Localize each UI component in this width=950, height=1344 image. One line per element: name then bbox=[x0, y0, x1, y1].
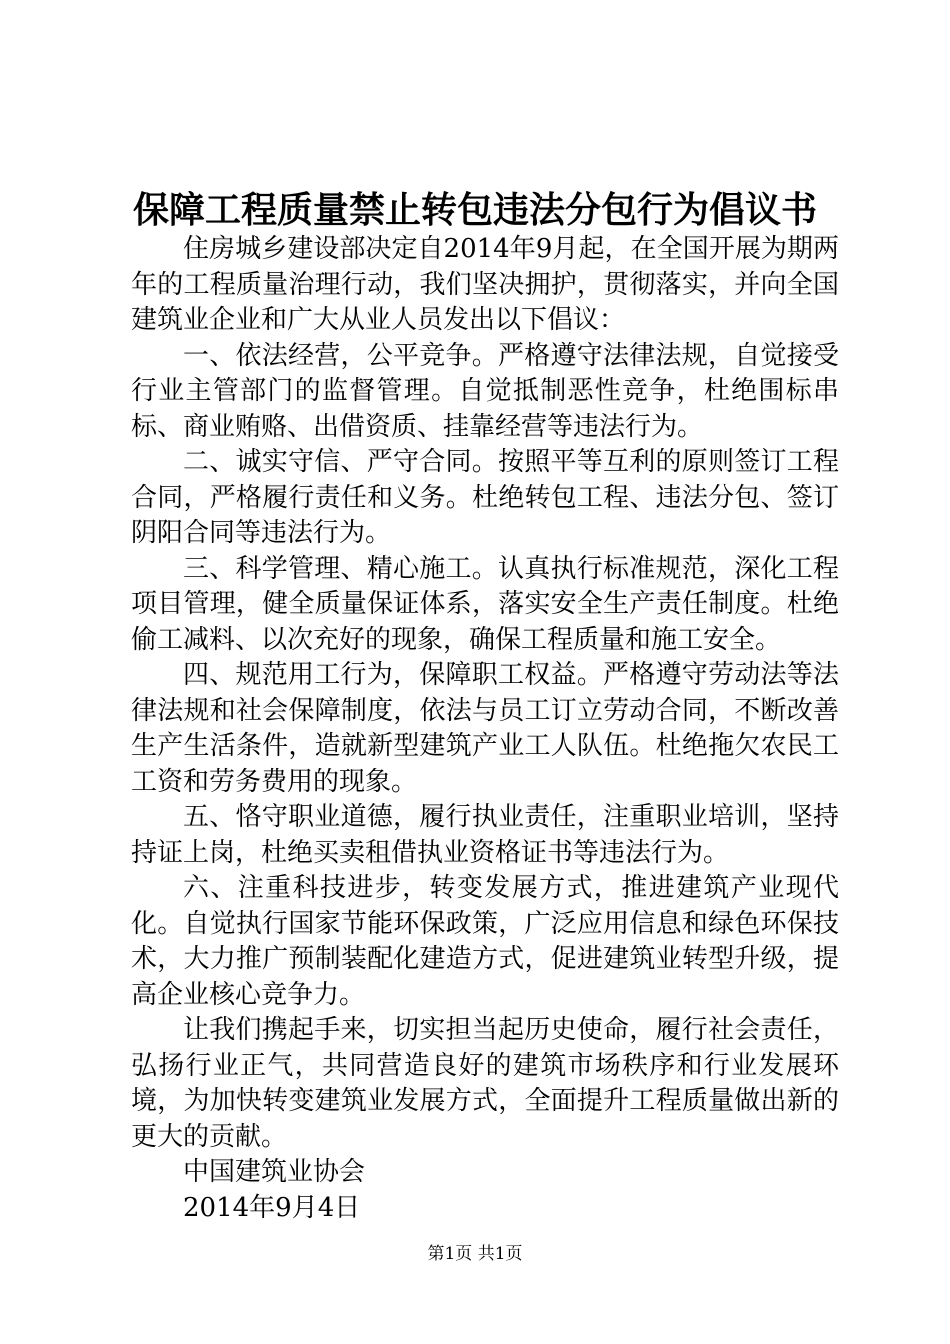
signature-date: 2014年9月4日 bbox=[183, 1192, 361, 1223]
document-body bbox=[131, 232, 839, 1226]
paragraph-item-1: 一、依法经营，公平竞争。严格遵守法律法规，自觉接受行业主管部门的监督管理。自觉抵制恶性竞争，杜绝围标串标、商业贿赂、出借资质、挂靠经营等违法行为。 bbox=[131, 340, 839, 442]
paragraph-intro: 住房城乡建设部决定自2014年9月起，在全国开展为期两年的工程质量治理行动，我们坚决拥护，贯彻落实，并向全国建筑业企业和广大从业人员发出以下倡议： bbox=[131, 234, 839, 335]
paragraph-item-6: 六、注重科技进步，转变发展方式，推进建筑产业现代化。自觉执行国家节能环保政策，广泛应用信息和绿色环保技术，大力推广预制装配化建造方式，促进建筑业转型升级，提高企业核心竞争力。 bbox=[131, 873, 839, 1010]
page-number-footer: 第1页 共1页 bbox=[427, 1244, 523, 1264]
paragraph-item-3: 三、科学管理、精心施工。认真执行标准规范，深化工程项目管理，健全质量保证体系，落实安全生产责任制度。杜绝偷工减料、以次充好的现象，确保工程质量和施工安全。 bbox=[131, 553, 839, 655]
paragraph-item-4: 四、规范用工行为，保障职工权益。严格遵守劳动法等法律法规和社会保障制度，依法与员工订立劳动合同，不断改善生产生活条件，造就新型建筑产业工人队伍。杜绝拖欠农民工工资和劳务费用的现象。 bbox=[131, 660, 839, 797]
signature: 中国建筑业协会 bbox=[183, 1157, 366, 1187]
paragraph-item-5: 五、恪守职业道德，履行执业责任，注重职业培训，坚持持证上岗，杜绝买卖租借执业资格证书等违法行为。 bbox=[131, 802, 839, 868]
paragraph-item-2: 二、诚实守信、严守合同。按照平等互利的原则签订工程合同，严格履行责任和义务。杜绝转包工程、违法分包、签订阴阳合同等违法行为。 bbox=[131, 447, 839, 548]
document-title: 保障工程质量禁止转包违法分包行为倡议书 bbox=[132, 189, 817, 231]
paragraph-closing: 让我们携起手来，切实担当起历史使命，履行社会责任，弘扬行业正气，共同营造良好的建筑市场秩序和行业发展环境，为加快转变建筑业发展方式，全面提升工程质量做出新的更大的贡献。 bbox=[131, 1015, 839, 1152]
